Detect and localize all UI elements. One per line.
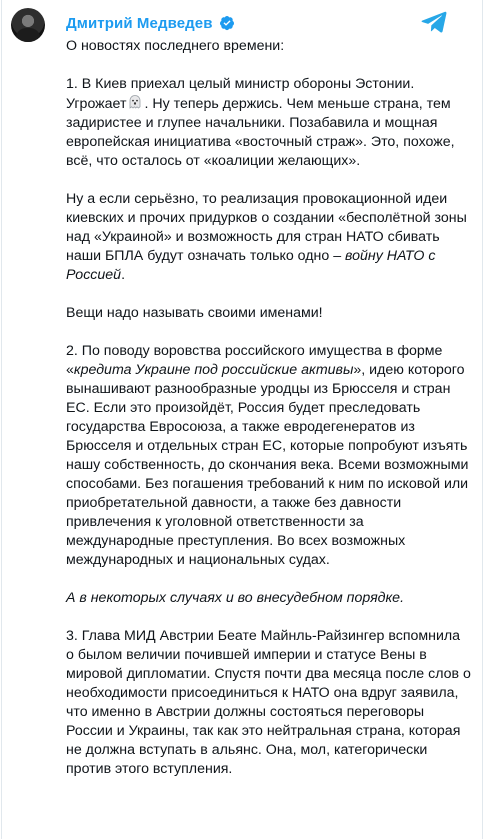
- verified-badge-icon: [219, 15, 235, 31]
- author-avatar[interactable]: [11, 8, 45, 42]
- paragraph-5-italic: А в некоторых случаях и во внесудебном порядке.: [66, 590, 405, 606]
- paragraph-4-italic: кредита Украине под российские активы: [73, 362, 354, 378]
- paragraph-gap: [66, 323, 471, 342]
- paragraph-gap: [66, 285, 471, 304]
- avatar-silhouette: [16, 28, 40, 42]
- telegram-icon[interactable]: [421, 11, 447, 33]
- post-paragraph-6: 3. Глава МИД Австрии Беате Майнль-Райзингер вспомнила о былом величии почившей империи и статусе Вены в мировой дипломатии. Спустя почти два месяца после слов о необходимости присоединиться к НАТО она вдруг заявила, что именно в Австрии должны состояться переговоры России и Украины, так как это нейтральная страна, которая не должна вступать в альянс. Она, мол, категорически против этого вступления.: [66, 628, 471, 777]
- paragraph-gap: [66, 56, 471, 75]
- post-paragraph-1: [66, 75, 471, 171]
- paragraph-gap: [66, 171, 471, 190]
- paragraph-2-end: .: [121, 267, 126, 283]
- post-paragraph-3: Вещи надо называть своими именами!: [66, 305, 323, 321]
- post-text: [66, 37, 471, 779]
- paragraph-1-text-end: . Ну теперь держись. Чем меньше страна, тем задиристее и глупее начальники. Позабавила и мощная европейская инициатива «восточный страж». Это, похоже, всё, что осталось от «коалиции желающих».: [66, 96, 455, 169]
- paragraph-4-text-start: 2. По поводу воровства российского имущества в форме «: [66, 343, 443, 378]
- paragraph-gap: [66, 608, 471, 627]
- post-paragraph-4: [66, 342, 471, 570]
- paragraph-2-text: Ну а если серьёзно, то реализация провокационной идеи киевских и прочих придурков о создании «бесполётной зоны над «Украиной» и возможность для стран НАТО сбивать наши БПЛА будут означать только одно –: [66, 191, 467, 264]
- ghost-emoji: [127, 94, 143, 110]
- author-row: [66, 12, 235, 34]
- paragraph-1-text-start: 1. В Киев приехал целый министр обороны Эстонии. Угрожает: [66, 76, 415, 112]
- author-name[interactable]: Дмитрий Медведев: [66, 14, 213, 32]
- paragraph-4-text-rest: », идею которого вынашивают разнообразные уродцы из Брюсселя и стран ЕС. Если это произойдёт, Россия будет преследовать государства Евросоюза, а также евродегенератов из Брюсселя и отдельных стран ЕС, которые попробуют изъять нашу собственность, до скончания века. Всеми возможными способами. Без погашения требований к ним по исковой или приобретательной давности, а также без давности привлечения к уголовной ответственности за международные преступления. Во всех возможных международных и национальных судах.: [66, 362, 469, 568]
- post-paragraph-5: [66, 589, 471, 608]
- post-paragraph-2: [66, 190, 471, 285]
- post-card: [1, 0, 483, 839]
- post-intro: О новостях последнего времени:: [66, 38, 285, 54]
- paragraph-gap: [66, 570, 471, 589]
- paragraph-2-italic: войну НАТО с Россией: [66, 248, 436, 283]
